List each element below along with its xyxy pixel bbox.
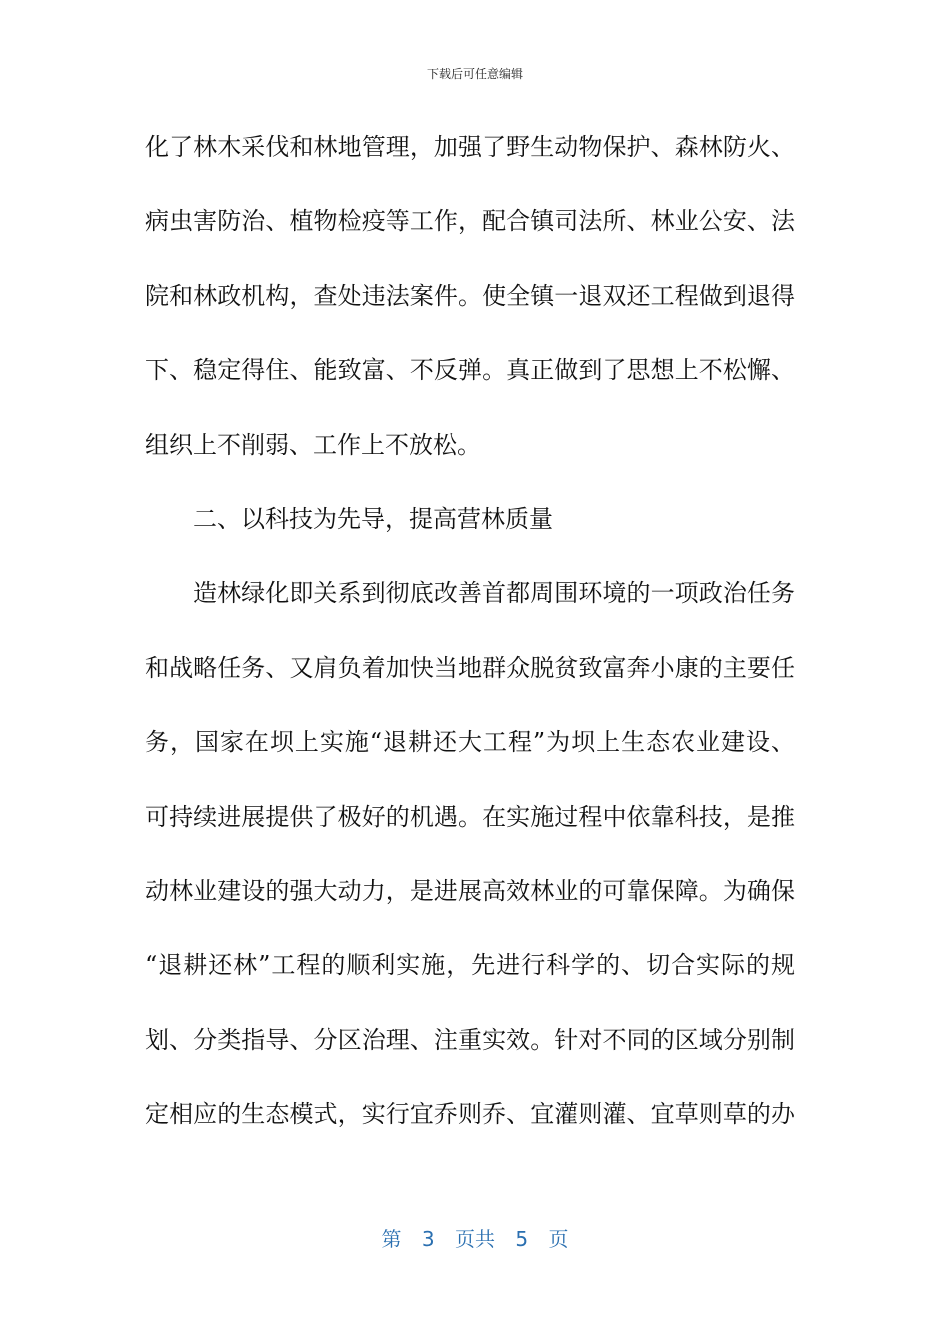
document-body bbox=[145, 120, 795, 1161]
text-line: 和战略任务、又肩负着加快当地群众脱贫致富奔小康的主要任 bbox=[145, 653, 795, 682]
text-line: 定相应的生态模式，实行宜乔则乔、宜灌则灌、宜草则草的办 bbox=[145, 1100, 795, 1129]
text-line: “退耕还林”工程的顺利实施，先进行科学的、切合实际的规 bbox=[145, 951, 795, 980]
text-line: 组织上不削弱、工作上不放松。 bbox=[145, 430, 481, 459]
text-line: 造林绿化即关系到彻底改善首都周围环境的一项政治任务 bbox=[193, 579, 795, 608]
page-header: 下载后可任意编辑 bbox=[426, 67, 523, 81]
footer-middle: 页共 bbox=[455, 1227, 495, 1251]
footer-total-pages: 5 bbox=[515, 1227, 529, 1251]
footer-current-page: 3 bbox=[421, 1227, 435, 1251]
page-footer bbox=[0, 1226, 950, 1252]
footer-prefix: 第 bbox=[381, 1227, 402, 1251]
text-line: 务，国家在坝上实施“退耕还大工程”为坝上生态农业建设、 bbox=[145, 728, 795, 757]
text-line: 化了林木采伐和林地管理，加强了野生动物保护、森林防火、 bbox=[145, 133, 795, 161]
text-line: 动林业建设的强大动力，是进展高效林业的可靠保障。为确保 bbox=[145, 876, 795, 905]
text-line: 可持续进展提供了极好的机遇。在实施过程中依靠科技，是推 bbox=[145, 802, 795, 831]
text-line: 病虫害防治、植物检疫等工作，配合镇司法所、林业公安、法 bbox=[145, 207, 795, 236]
text-line: 院和林政机构，查处违法案件。使全镇一退双还工程做到退得 bbox=[145, 281, 795, 310]
footer-suffix: 页 bbox=[548, 1227, 569, 1251]
text-line: 二、以科技为先导，提高营林质量 bbox=[193, 504, 553, 533]
text-line: 划、分类指导、分区治理、注重实效。针对不同的区域分别制 bbox=[145, 1025, 795, 1054]
text-line: 下、稳定得住、能致富、不反弹。真正做到了思想上不松懈、 bbox=[145, 356, 795, 385]
